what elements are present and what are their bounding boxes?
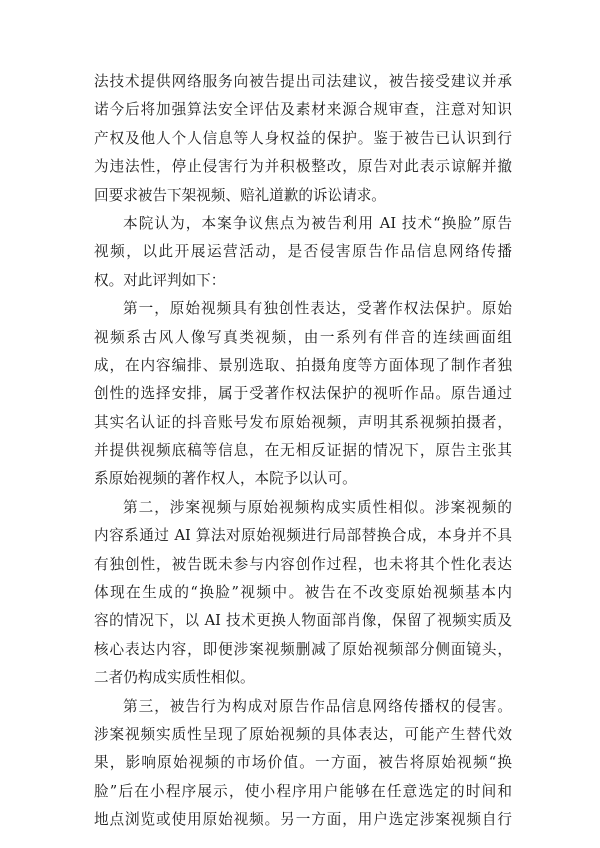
text-line: 视频系古风人像写真类视频，由一系列有伴音的连续画面组: [94, 328, 512, 346]
text-line: 第一，原始视频具有独创性表达，受著作权法保护。原始: [123, 300, 512, 318]
text-line: 其实名认证的抖音账号发布原始视频，声明其系视频拍摄者，: [94, 413, 512, 431]
text-line: 第二，涉案视频与原始视频构成实质性相似。涉案视频的: [123, 498, 512, 516]
text-line: 涉案视频实质性呈现了原始视频的具体表达，可能产生替代效: [94, 725, 512, 743]
text-line: 并提供视频底稿等信息，在无相反证据的情况下，原告主张其: [94, 442, 512, 460]
text-line: 权。对此评判如下：: [94, 271, 226, 289]
text-line: 为违法性，停止侵害行为并积极整改，原告对此表示谅解并撤: [94, 158, 512, 176]
text-line: 内容系通过 AI 算法对原始视频进行局部替换合成，本身并不具: [94, 527, 512, 545]
text-line: 果，影响原始视频的市场价值。一方面，被告将原始视频“换: [94, 754, 512, 772]
text-line: 有独创性，被告既未参与内容创作过程，也未将其个性化表达: [94, 555, 512, 573]
text-line: 本院认为，本案争议焦点为被告利用 AI 技术“换脸”原告: [123, 214, 512, 232]
text-line: 脸”后在小程序展示，使小程序用户能够在任意选定的时间和: [94, 782, 512, 800]
text-line: 地点浏览或使用原始视频。另一方面，用户选定涉案视频自行: [94, 811, 512, 829]
text-line: 成，在内容编排、景别选取、拍摄角度等方面体现了制作者独: [94, 356, 512, 374]
text-line: 法技术提供网络服务向被告提出司法建议，被告接受建议并承: [94, 73, 512, 90]
text-line: 体现在生成的“换脸”视频中。被告在不改变原始视频基本内: [94, 584, 512, 602]
text-line: 系原始视频的著作权人，本院予以认可。: [94, 470, 357, 488]
text-line: 第三，被告行为构成对原告作品信息网络传播权的侵害。: [123, 697, 512, 715]
text-line: 产权及他人个人信息等人身权益的保护。鉴于被告已认识到行: [94, 129, 512, 147]
text-line: 二者仍构成实质性相似。: [94, 669, 255, 687]
body-text: [94, 68, 512, 835]
text-line: 视频，以此开展运营活动，是否侵害原告作品信息网络传播: [94, 243, 512, 261]
text-line: 容的情况下，以 AI 技术更换人物面部肖像，保留了视频实质及: [94, 612, 512, 630]
text-line: 创性的选择安排，属于受著作权法保护的视听作品。原告通过: [94, 385, 512, 403]
text-line: 诺今后将加强算法安全评估及素材来源合规审查，注意对知识: [94, 101, 512, 119]
text-line: 回要求被告下架视频、赔礼道歉的诉讼请求。: [94, 186, 386, 204]
text-line: 核心表达内容，即便涉案视频删减了原始视频部分侧面镜头，: [94, 640, 512, 658]
